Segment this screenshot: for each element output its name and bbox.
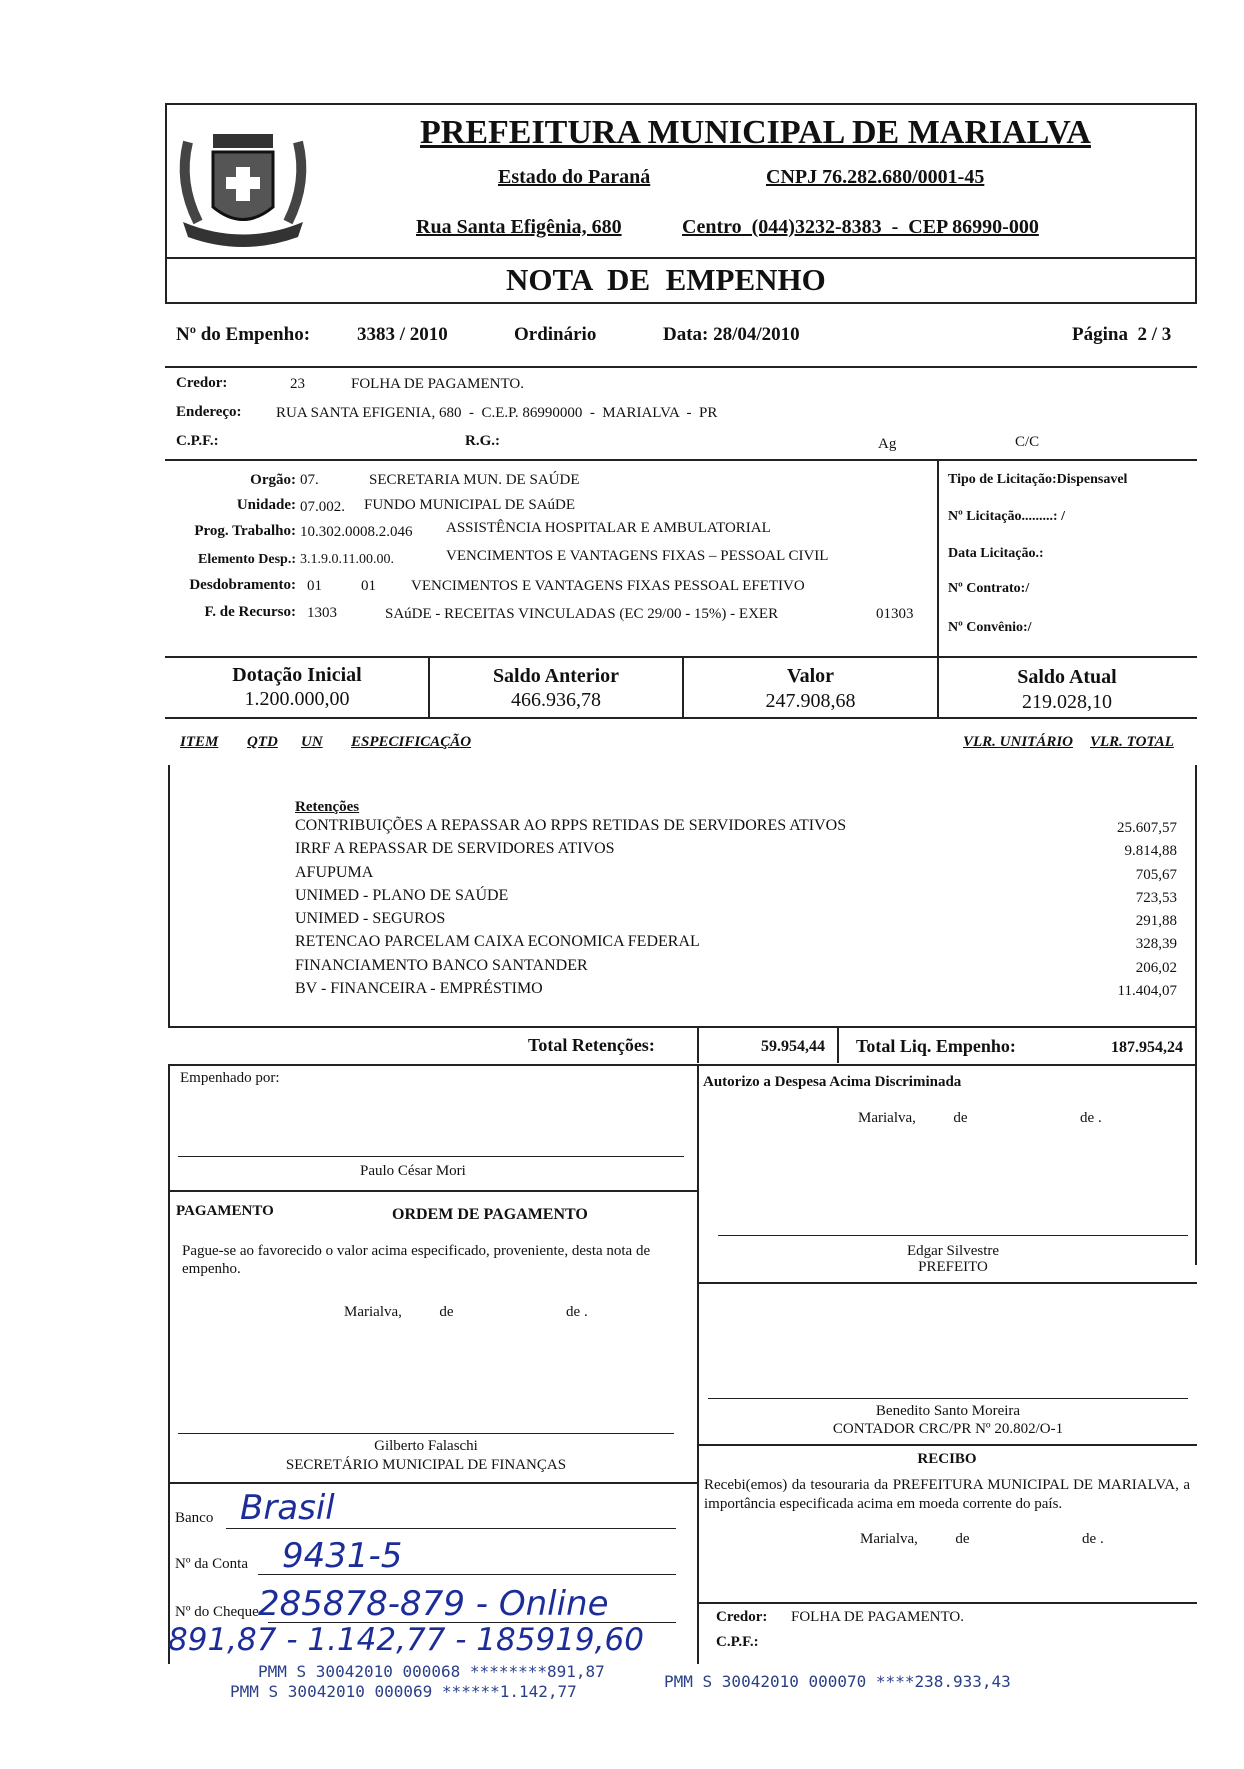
total-liq-label: Total Liq. Empenho: — [856, 1036, 1016, 1056]
contador-name: Benedito Santo Moreira — [875, 1403, 1021, 1419]
col-especificacao: ESPECIFICAÇÃO — [351, 734, 472, 750]
saldo-anterior-label: Saldo Anterior — [492, 665, 620, 687]
prefeito-name: Edgar Silvestre — [906, 1243, 1000, 1259]
cpf-label: C.P.F.: — [176, 433, 219, 449]
total-retencoes-label: Total Retenções: — [528, 1035, 655, 1055]
elemento-label: Elemento Desp.: — [198, 552, 296, 567]
prefeito-title: PREFEITO — [918, 1259, 988, 1275]
empenhado-por-label: Empenhado por: — [180, 1070, 280, 1086]
secretario-title: SECRETÁRIO MUNICIPAL DE FINANÇAS — [285, 1457, 567, 1473]
col-qtd: QTD — [247, 734, 278, 750]
valor-value: 247.908,68 — [765, 690, 856, 712]
address-label: Rua Santa Efigênia, 680 — [416, 216, 622, 238]
saldo-anterior-value: 466.936,78 — [511, 689, 601, 711]
cheque-label: Nº do Cheque — [175, 1604, 259, 1620]
secretario-name: Gilberto Falaschi — [374, 1438, 478, 1454]
empenho-number: 3383 / 2010 — [357, 324, 448, 345]
prog-trabalho-label: Prog. Trabalho: — [194, 523, 296, 539]
col-vlr-total: VLR. TOTAL — [1090, 734, 1174, 750]
recurso-code-2: 01303 — [876, 606, 914, 622]
district-phone-cep: Centro (044)3232-8383 - CEP 86990-000 — [682, 216, 1039, 238]
empenho-type: Ordinário — [514, 324, 597, 345]
numero-licitacao: Nº Licitação.........: / — [948, 509, 1065, 524]
recurso-code: 1303 — [307, 605, 337, 621]
dotacao-inicial-value: 1.200.000,00 — [244, 688, 350, 710]
desdobramento-b: 01 — [361, 578, 376, 594]
list-item: BV - FINANCEIRA - EMPRÉSTIMO 11.404,07 — [295, 980, 1177, 1000]
bank-stamp-2: PMM S 30042010 000069 ******1.142,77 — [230, 1682, 577, 1701]
empenho-number-label: Nº do Empenho: — [176, 324, 311, 345]
list-item: IRRF A REPASSAR DE SERVIDORES ATIVOS 9.814,88 — [295, 840, 1177, 860]
bank-stamp-3: PMM S 30042010 000070 ****238.933,43 — [664, 1672, 1011, 1691]
prog-trabalho-code: 10.302.0008.2.046 — [300, 524, 413, 540]
rg-label: R.G.: — [465, 433, 500, 449]
desdobramento-name: VENCIMENTOS E VANTAGENS FIXAS PESSOAL EFETIVO — [411, 578, 805, 594]
endereco-label: Endereço: — [176, 404, 242, 420]
endereco-value: RUA SANTA EFIGENIA, 680 - C.E.P. 86990000 - MARIALVA - PR — [276, 405, 718, 421]
recurso-name: SAúDE - RECEITAS VINCULADAS (EC 29/00 - 15%) - EXER — [385, 606, 779, 622]
credor-code: 23 — [290, 376, 305, 392]
municipality-title: PREFEITURA MUNICIPAL DE MARIALVA — [420, 114, 1091, 151]
unidade-label: Unidade: — [236, 497, 296, 513]
handwritten-bank: Brasil — [240, 1488, 335, 1528]
pagamento-city-date: Marialva, de de . — [344, 1304, 588, 1320]
autorizo-city-date: Marialva, de de . — [858, 1110, 1102, 1126]
document-title: NOTA DE EMPENHO — [506, 262, 826, 297]
col-un: UN — [301, 734, 323, 750]
agencia-label: Ag — [878, 436, 897, 452]
elemento-name: VENCIMENTOS E VANTAGENS FIXAS – PESSOAL CIVIL — [446, 548, 829, 564]
recibo-cpf-label: C.P.F.: — [716, 1634, 759, 1650]
state-label: Estado do Paraná — [498, 166, 651, 188]
handwritten-values: 891,87 - 1.142,77 - 185919,60 — [168, 1622, 644, 1658]
retencoes-title: Retenções — [295, 799, 360, 815]
total-retencoes-value: 59.954,44 — [761, 1038, 825, 1055]
unidade-name: FUNDO MUNICIPAL DE SAúDE — [364, 497, 575, 513]
pague-se-text: Pague-se ao favorecido o valor acima especificado, proveniente, desta nota de empenho. — [182, 1243, 651, 1277]
list-item: FINANCIAMENTO BANCO SANTANDER 206,02 — [295, 956, 1177, 976]
list-item: UNIMED - SEGUROS 291,88 — [295, 910, 1177, 930]
recibo-credor-name: FOLHA DE PAGAMENTO. — [791, 1609, 964, 1625]
credor-name: FOLHA DE PAGAMENTO. — [351, 376, 524, 392]
orgao-code: 07. — [300, 472, 319, 488]
valor-label: Valor — [786, 665, 835, 687]
list-item: AFUPUMA 705,67 — [295, 863, 1177, 883]
bank-stamp-1: PMM S 30042010 000068 ********891,87 — [258, 1662, 605, 1681]
pagamento-label: PAGAMENTO — [176, 1203, 274, 1219]
col-item: ITEM — [180, 734, 219, 750]
desdobramento-a: 01 — [307, 578, 322, 594]
cnpj-label: CNPJ 76.282.680/0001-45 — [766, 166, 985, 188]
total-liq-value: 187.954,24 — [1111, 1039, 1183, 1056]
recibo-city-date: Marialva, de de . — [860, 1531, 1104, 1547]
saldo-atual-value: 219.028,10 — [1022, 691, 1112, 713]
numero-convenio: Nº Convênio:/ — [948, 620, 1032, 635]
handwritten-account: 9431-5 — [282, 1536, 403, 1576]
elemento-code: 3.1.9.0.11.00.00. — [300, 552, 394, 567]
coat-of-arms-logo — [168, 112, 318, 252]
recibo-credor-label: Credor: — [716, 1609, 768, 1625]
recibo-text: Recebi(emos) da tesouraria da PREFEITURA MUNICIPAL DE MARIALVA, a importância especificada acima em moeda corrente do país. — [704, 1477, 1190, 1512]
list-item: CONTRIBUIÇÕES A REPASSAR AO RPPS RETIDAS DE SERVIDORES ATIVOS 25.607,57 — [295, 817, 1177, 836]
data-licitacao: Data Licitação.: — [948, 546, 1044, 561]
dotacao-inicial-label: Dotação Inicial — [232, 664, 362, 686]
conta-corrente-label: C/C — [1015, 434, 1040, 450]
unidade-code: 07.002. — [300, 499, 345, 515]
desdobramento-label: Desdobramento: — [189, 577, 296, 593]
prog-trabalho-name: ASSISTÊNCIA HOSPITALAR E AMBULATORIAL — [446, 520, 771, 536]
retencoes-list — [295, 817, 1177, 1003]
saldo-atual-label: Saldo Atual — [1017, 666, 1117, 688]
list-item: UNIMED - PLANO DE SAÚDE 723,53 — [295, 886, 1177, 906]
orgao-name: SECRETARIA MUN. DE SAÚDE — [369, 472, 580, 488]
recibo-label: RECIBO — [917, 1451, 977, 1467]
empenho-date: Data: 28/04/2010 — [663, 324, 800, 345]
autorizo-label: Autorizo a Despesa Acima Discriminada — [703, 1074, 962, 1090]
recurso-label: F. de Recurso: — [204, 604, 296, 620]
handwritten-check: 285878-879 - Online — [258, 1584, 609, 1624]
list-item: RETENCAO PARCELAM CAIXA ECONOMICA FEDERAL 328,39 — [295, 933, 1177, 953]
empenhado-por-name: Paulo César Mori — [360, 1163, 466, 1179]
ordem-pagamento-label: ORDEM DE PAGAMENTO — [392, 1206, 588, 1223]
numero-contrato: Nº Contrato:/ — [948, 581, 1030, 596]
page-number: Página 2 / 3 — [1072, 324, 1172, 345]
contador-title: CONTADOR CRC/PR Nº 20.802/O-1 — [832, 1421, 1064, 1437]
tipo-licitacao: Tipo de Licitação:Dispensavel — [948, 472, 1128, 487]
conta-label: Nº da Conta — [175, 1556, 248, 1572]
orgao-label: Orgão: — [250, 472, 296, 488]
col-vlr-unitario: VLR. UNITÁRIO — [963, 734, 1074, 750]
credor-label: Credor: — [176, 375, 228, 391]
banco-label: Banco — [175, 1510, 214, 1526]
